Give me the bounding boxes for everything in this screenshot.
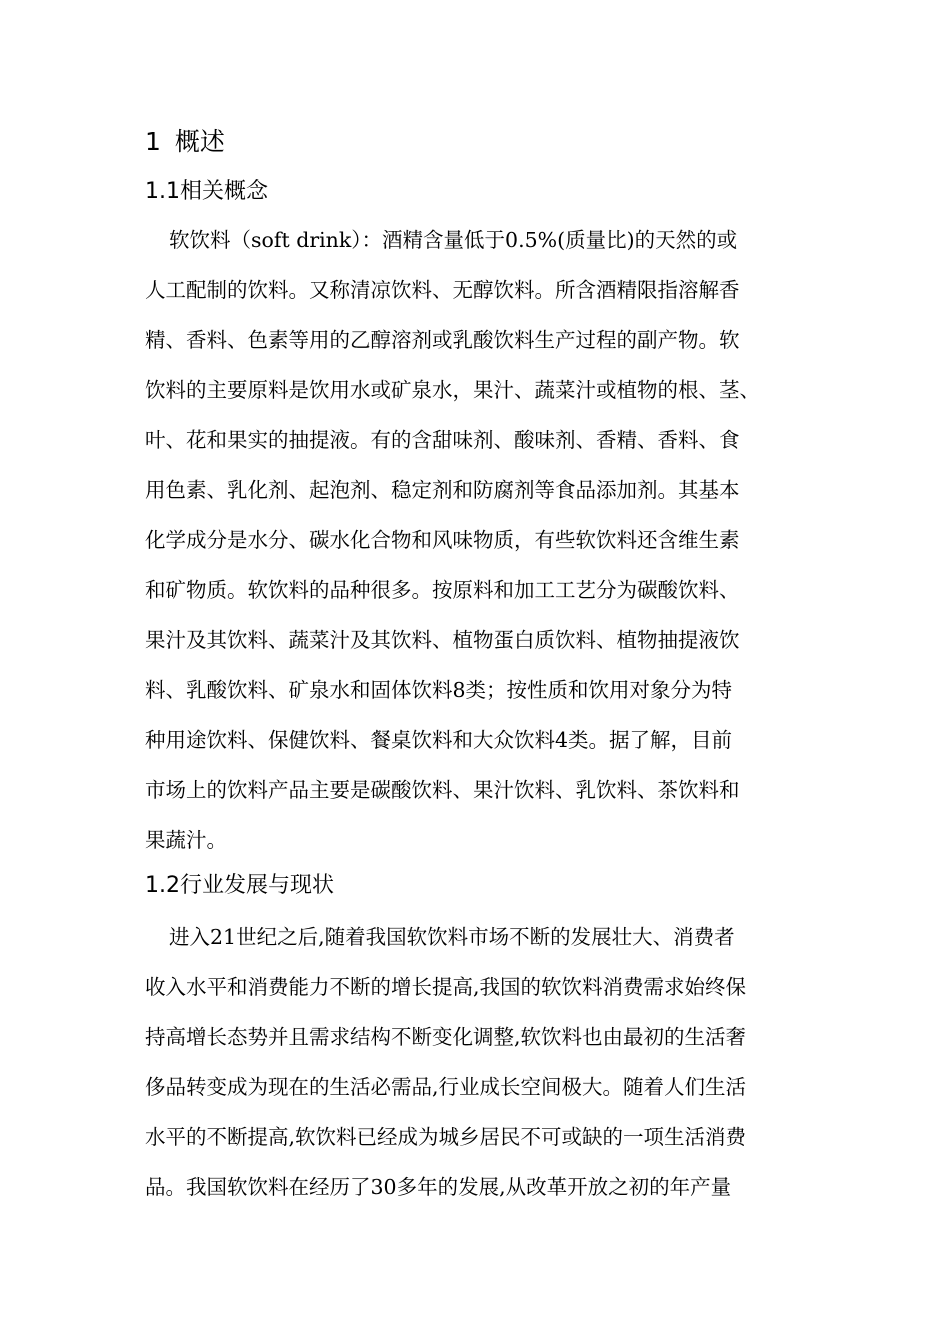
subsection-heading-industry: 1.2行业发展与现状 <box>145 873 334 898</box>
text-line: 化学成分是水分、碳水化合物和风味物质，有些软饮料还含维生素 <box>145 528 740 552</box>
text-line: 种用途饮料、保健饮料、餐桌饮料和大众饮料4类。据了解，目前 <box>145 728 733 752</box>
text-line: 品。我国软饮料在经历了30多年的发展,从改革开放之初的年产量 <box>145 1175 732 1199</box>
section-number: 1 <box>145 127 161 156</box>
text-line: 饮料的主要原料是饮用水或矿泉水，果汁、蔬菜汁或植物的根、茎、 <box>145 378 760 402</box>
text-line: 市场上的饮料产品主要是碳酸饮料、果汁饮料、乳饮料、茶饮料和 <box>145 778 740 802</box>
section-heading <box>145 124 225 160</box>
text-line: 料、乳酸饮料、矿泉水和固体饮料8类；按性质和饮用对象分为特 <box>145 678 733 702</box>
text-line: 持高增长态势并且需求结构不断变化调整,软饮料也由最初的生活奢 <box>145 1025 747 1049</box>
text-line: 用色素、乳化剂、起泡剂、稳定剂和防腐剂等食品添加剂。其基本 <box>145 478 740 502</box>
section-title: 概述 <box>174 127 225 156</box>
text-line: 软饮料（soft drink）：酒精含量低于0.5%(质量比)的天然的或 <box>169 228 738 252</box>
text-line: 果蔬汁。 <box>145 828 227 852</box>
text-line: 侈品转变成为现在的生活必需品,行业成长空间极大。随着人们生活 <box>145 1075 747 1099</box>
text-line: 果汁及其饮料、蔬菜汁及其饮料、植物蛋白质饮料、植物抽提液饮 <box>145 628 740 652</box>
text-line: 精、香料、色素等用的乙醇溶剂或乳酸饮料生产过程的副产物。软 <box>145 328 740 352</box>
text-line: 收入水平和消费能力不断的增长提高,我国的软饮料消费需求始终保 <box>145 975 747 999</box>
text-line: 进入21世纪之后,随着我国软饮料市场不断的发展壮大、消费者 <box>169 925 735 949</box>
subsection-heading-concepts: 1.1相关概念 <box>145 179 268 204</box>
text-line: 水平的不断提高,软饮料已经成为城乡居民不可或缺的一项生活消费 <box>145 1125 747 1149</box>
text-line: 人工配制的饮料。又称清凉饮料、无醇饮料。所含酒精限指溶解香 <box>145 278 740 302</box>
paragraph-industry-status <box>145 912 825 1212</box>
text-line: 叶、花和果实的抽提液。有的含甜味剂、酸味剂、香精、香料、食 <box>145 428 740 452</box>
paragraph-soft-drink-definition <box>145 215 825 865</box>
text-line: 和矿物质。软饮料的品种很多。按原料和加工工艺分为碳酸饮料、 <box>145 578 740 602</box>
